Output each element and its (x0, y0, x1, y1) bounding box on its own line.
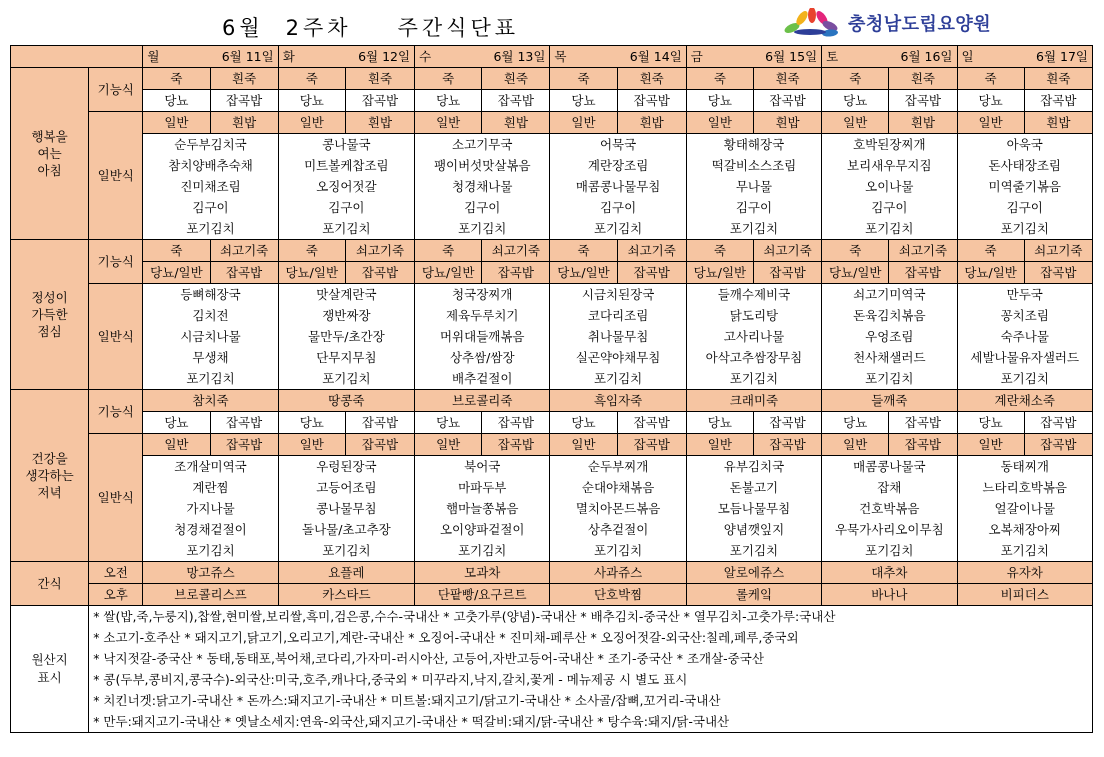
func-cell: 일반 (550, 112, 617, 134)
menu-item: 단무지무침 (278, 347, 414, 368)
func-cell: 죽 (415, 240, 482, 262)
func-cell: 흰밥 (1024, 112, 1092, 134)
menu-item: 고사리나물 (686, 326, 821, 347)
func-cell: 죽 (550, 68, 617, 90)
func-cell: 잡곡밥 (1024, 412, 1092, 434)
func-cell: 당뇨/일반 (686, 262, 753, 284)
snack-pm-label: 오후 (89, 584, 143, 606)
func-cell: 일반 (143, 434, 210, 456)
func-cell: 당뇨/일반 (550, 262, 617, 284)
snack-pm-cell: 단호박찜 (550, 584, 686, 606)
func-cell: 쇠고기죽 (889, 240, 957, 262)
menu-item: 돌나물/초고추장 (278, 519, 414, 540)
menu-item: 양념깻잎지 (686, 519, 821, 540)
page-title (222, 12, 541, 42)
menu-item: 소고기무국 (415, 134, 550, 156)
func-cell: 일반 (822, 434, 889, 456)
func-cell: 흰밥 (482, 112, 550, 134)
func-cell: 잡곡밥 (1024, 90, 1092, 112)
menu-item: 매콤콩나물국 (822, 456, 957, 478)
menu-item: 들깨수제비국 (686, 284, 821, 306)
func-cell: 죽 (278, 68, 345, 90)
menu-item: 김치전 (143, 305, 278, 326)
menu-item: 동태찌개 (957, 456, 1093, 478)
menu-item: 포기김치 (957, 540, 1093, 562)
func-cell: 흰밥 (753, 112, 821, 134)
menu-item: 북어국 (415, 456, 550, 478)
func-cell: 흰죽 (345, 68, 414, 90)
func-cell: 당뇨/일반 (822, 262, 889, 284)
func-cell: 잡곡밥 (345, 434, 414, 456)
func-cell: 당뇨 (278, 90, 345, 112)
func-cell: 일반 (415, 112, 482, 134)
weekly-menu-table (10, 45, 1093, 733)
menu-item: 계란찜 (143, 477, 278, 498)
menu-item: 포기김치 (686, 540, 821, 562)
func-cell: 당뇨/일반 (957, 262, 1024, 284)
day-name: 월 (147, 49, 160, 64)
snack-am-cell: 모과차 (415, 562, 550, 584)
menu-item: 오이양파겉절이 (415, 519, 550, 540)
func-cell: 잡곡밥 (889, 412, 957, 434)
menu-item: 콩나물무침 (278, 498, 414, 519)
menu-item: 시금치된장국 (550, 284, 686, 306)
menu-item: 배추겉절이 (415, 368, 550, 390)
func-cell: 당뇨 (957, 90, 1024, 112)
func-cell: 당뇨 (822, 90, 889, 112)
general-label: 일반식 (89, 284, 143, 390)
origin-line: * 콩(두부,콩비지,콩국수)-외국산:미국,호주,캐나다,중국외 * 미꾸라지,낙지,갈치,꽃게 - 메뉴제공 시 별도 표시 (89, 669, 1093, 690)
day-name: 수 (419, 49, 432, 64)
func-cell: 일반 (686, 434, 753, 456)
day-header (686, 46, 821, 68)
func-cell: 당뇨 (415, 412, 482, 434)
menu-item: 건호박볶음 (822, 498, 957, 519)
menu-item: 등뼈해장국 (143, 284, 278, 306)
day-name: 금 (690, 49, 703, 64)
menu-item: 포기김치 (822, 368, 957, 390)
menu-item: 돈사태장조림 (957, 155, 1093, 176)
menu-item: 포기김치 (957, 218, 1093, 240)
menu-item: 포기김치 (957, 368, 1093, 390)
func-cell: 흰죽 (617, 68, 686, 90)
menu-item: 물만두/초간장 (278, 326, 414, 347)
menu-item: 상추겉절이 (550, 519, 686, 540)
menu-item: 어묵국 (550, 134, 686, 156)
porridge-cell: 크래미죽 (686, 390, 821, 412)
menu-item: 김구이 (278, 197, 414, 218)
lunch-label: 정성이 가득한 점심 (11, 240, 89, 390)
menu-item: 돈육김치볶음 (822, 305, 957, 326)
menu-item: 만두국 (957, 284, 1093, 306)
func-cell: 잡곡밥 (1024, 434, 1092, 456)
menu-item: 포기김치 (686, 218, 821, 240)
func-cell: 흰죽 (210, 68, 278, 90)
func-cell: 죽 (822, 68, 889, 90)
snack-am-cell: 대추차 (822, 562, 957, 584)
func-cell: 당뇨 (686, 412, 753, 434)
func-cell: 죽 (550, 240, 617, 262)
func-cell: 잡곡밥 (345, 412, 414, 434)
general-label: 일반식 (89, 434, 143, 562)
menu-item: 김구이 (550, 197, 686, 218)
func-cell: 일반 (686, 112, 753, 134)
menu-item: 우렁된장국 (278, 456, 414, 478)
title-week: 2주차 (285, 16, 352, 40)
day-name: 화 (282, 49, 295, 64)
menu-item: 포기김치 (822, 540, 957, 562)
menu-item: 김구이 (822, 197, 957, 218)
menu-item: 오복채장아찌 (957, 519, 1093, 540)
func-cell: 당뇨 (550, 412, 617, 434)
menu-item: 황태해장국 (686, 134, 821, 156)
menu-item: 오이나물 (822, 176, 957, 197)
snack-am-label: 오전 (89, 562, 143, 584)
func-cell: 잡곡밥 (210, 412, 278, 434)
menu-item: 김구이 (957, 197, 1093, 218)
menu-item: 쟁반짜장 (278, 305, 414, 326)
func-cell: 잡곡밥 (617, 262, 686, 284)
porridge-cell: 계란채소죽 (957, 390, 1093, 412)
menu-item: 포기김치 (415, 218, 550, 240)
menu-item: 포기김치 (550, 368, 686, 390)
day-date: 6월 17일 (1036, 49, 1088, 64)
snack-pm-cell: 단팥빵/요구르트 (415, 584, 550, 606)
func-cell: 당뇨/일반 (278, 262, 345, 284)
menu-item: 머위대들깨볶음 (415, 326, 550, 347)
func-cell: 당뇨 (550, 90, 617, 112)
day-date: 6월 11일 (221, 49, 274, 64)
func-cell: 잡곡밥 (345, 90, 414, 112)
func-cell: 죽 (957, 68, 1024, 90)
func-cell: 잡곡밥 (753, 434, 821, 456)
func-cell: 쇠고기죽 (617, 240, 686, 262)
day-header (415, 46, 550, 68)
menu-item: 아욱국 (957, 134, 1093, 156)
menu-item: 느타리호박볶음 (957, 477, 1093, 498)
porridge-cell: 흑임자죽 (550, 390, 686, 412)
func-cell: 일반 (550, 434, 617, 456)
func-cell: 흰밥 (345, 112, 414, 134)
origin-label: 원산지 표시 (11, 606, 89, 733)
origin-line: * 낙지젓갈-중국산 * 동태,동태포,북어채,코다리,가자미-러시아산, 고등어,자반고등어-국내산 * 조기-중국산 * 조개살-중국산 (89, 648, 1093, 669)
day-header (957, 46, 1093, 68)
func-cell: 쇠고기죽 (210, 240, 278, 262)
func-cell: 잡곡밥 (617, 434, 686, 456)
porridge-cell: 땅콩죽 (278, 390, 414, 412)
func-cell: 당뇨 (822, 412, 889, 434)
func-cell: 쇠고기죽 (1024, 240, 1092, 262)
day-date: 6월 16일 (900, 49, 953, 64)
func-cell: 죽 (278, 240, 345, 262)
snack-pm-cell: 롤케잌 (686, 584, 821, 606)
dinner-label: 건강을 생각하는 저녁 (11, 390, 89, 562)
menu-item: 진미채조림 (143, 176, 278, 197)
func-cell: 당뇨 (957, 412, 1024, 434)
snack-pm-cell: 바나나 (822, 584, 957, 606)
day-header (143, 46, 278, 68)
menu-item: 미트볼케찹조림 (278, 155, 414, 176)
menu-item: 떡갈비소스조림 (686, 155, 821, 176)
func-cell: 당뇨 (143, 90, 210, 112)
origin-line: * 소고기-호주산 * 돼지고기,닭고기,오리고기,계란-국내산 * 오징어-국내산 * 진미채-페루산 * 오징어젓갈-외국산:칠레,페루,중국외 (89, 627, 1093, 648)
func-cell: 흰죽 (482, 68, 550, 90)
menu-item: 꽁치조림 (957, 305, 1093, 326)
menu-item: 우묵가사리오이무침 (822, 519, 957, 540)
menu-item: 오징어젓갈 (278, 176, 414, 197)
menu-item: 제육두루치기 (415, 305, 550, 326)
snack-pm-cell: 카스타드 (278, 584, 414, 606)
snack-pm-cell: 브로콜리스프 (143, 584, 278, 606)
menu-item: 청경채나물 (415, 176, 550, 197)
func-cell: 쇠고기죽 (753, 240, 821, 262)
day-name: 일 (961, 49, 974, 64)
menu-item: 김구이 (143, 197, 278, 218)
snack-am-cell: 사과쥬스 (550, 562, 686, 584)
menu-item: 조개살미역국 (143, 456, 278, 478)
func-cell: 일반 (957, 112, 1024, 134)
menu-item: 포기김치 (143, 368, 278, 390)
menu-item: 맛살계란국 (278, 284, 414, 306)
func-label: 기능식 (89, 240, 143, 284)
menu-item: 숙주나물 (957, 326, 1093, 347)
func-cell: 당뇨 (143, 412, 210, 434)
snack-am-cell: 유자차 (957, 562, 1093, 584)
func-cell: 쇠고기죽 (345, 240, 414, 262)
menu-item: 상추쌈/쌈장 (415, 347, 550, 368)
menu-item: 아삭고추쌈장무침 (686, 347, 821, 368)
menu-item: 세발나물유자샐러드 (957, 347, 1093, 368)
func-cell: 죽 (957, 240, 1024, 262)
func-cell: 일반 (822, 112, 889, 134)
day-date: 6월 13일 (493, 49, 546, 64)
menu-item: 포기김치 (550, 540, 686, 562)
corner-cell (11, 46, 143, 68)
porridge-cell: 브로콜리죽 (415, 390, 550, 412)
func-cell: 잡곡밥 (482, 262, 550, 284)
func-cell: 쇠고기죽 (482, 240, 550, 262)
func-cell: 죽 (686, 68, 753, 90)
day-date: 6월 12일 (358, 49, 411, 64)
menu-item: 콩나물국 (278, 134, 414, 156)
origin-line: * 쌀(밥,죽,누룽지),찹쌀,현미쌀,보리쌀,흑미,검은콩,수수-국내산 * 고춧가루(양념)-국내산 * 배추김치-중국산 * 열무김치-고춧가루:국내산 (89, 606, 1093, 628)
func-cell: 흰죽 (753, 68, 821, 90)
menu-item: 잡채 (822, 477, 957, 498)
func-cell: 일반 (143, 112, 210, 134)
menu-item: 미역줄기볶음 (957, 176, 1093, 197)
menu-item: 천사채샐러드 (822, 347, 957, 368)
func-cell: 흰죽 (889, 68, 957, 90)
day-header (822, 46, 957, 68)
func-label: 기능식 (89, 68, 143, 112)
func-cell: 잡곡밥 (210, 90, 278, 112)
func-cell: 죽 (686, 240, 753, 262)
menu-item: 포기김치 (143, 218, 278, 240)
func-cell: 잡곡밥 (210, 262, 278, 284)
menu-item: 순두부찌개 (550, 456, 686, 478)
func-cell: 당뇨 (278, 412, 345, 434)
snack-pm-cell: 비피더스 (957, 584, 1093, 606)
menu-item: 취나물무침 (550, 326, 686, 347)
func-cell: 당뇨/일반 (415, 262, 482, 284)
menu-item: 포기김치 (550, 218, 686, 240)
porridge-cell: 참치죽 (143, 390, 278, 412)
day-date: 6월 14일 (629, 49, 682, 64)
org-name: 충청남도립요양원 (848, 14, 992, 35)
func-cell: 잡곡밥 (889, 434, 957, 456)
func-cell: 죽 (143, 68, 210, 90)
snack-am-cell: 알로에쥬스 (686, 562, 821, 584)
func-cell: 잡곡밥 (617, 412, 686, 434)
menu-item: 호박된장찌개 (822, 134, 957, 156)
menu-item: 참치양배추숙채 (143, 155, 278, 176)
func-cell: 잡곡밥 (889, 262, 957, 284)
func-cell: 흰밥 (210, 112, 278, 134)
func-cell: 잡곡밥 (753, 412, 821, 434)
menu-item: 무나물 (686, 176, 821, 197)
origin-line: * 만두:돼지고기-국내산 * 옛날소세지:연육-외국산,돼지고기-국내산 * 떡갈비:돼지/닭-국내산 * 탕수육:돼지/닭-국내산 (89, 711, 1093, 733)
menu-item: 순대야채볶음 (550, 477, 686, 498)
menu-item: 포기김치 (278, 218, 414, 240)
func-cell: 당뇨/일반 (143, 262, 210, 284)
menu-item: 김구이 (415, 197, 550, 218)
day-name: 목 (554, 49, 567, 64)
func-cell: 잡곡밥 (210, 434, 278, 456)
menu-item: 청경채겉절이 (143, 519, 278, 540)
func-cell: 죽 (143, 240, 210, 262)
breakfast-label: 행복을 여는 아침 (11, 68, 89, 240)
menu-item: 닭도리탕 (686, 305, 821, 326)
menu-item: 계란장조림 (550, 155, 686, 176)
func-cell: 잡곡밥 (482, 90, 550, 112)
menu-item: 청국장찌개 (415, 284, 550, 306)
menu-item: 유부김치국 (686, 456, 821, 478)
menu-item: 포기김치 (822, 218, 957, 240)
func-cell: 잡곡밥 (753, 262, 821, 284)
day-header (278, 46, 414, 68)
menu-item: 포기김치 (278, 540, 414, 562)
menu-item: 포기김치 (686, 368, 821, 390)
menu-item: 모듬나물무침 (686, 498, 821, 519)
func-cell: 일반 (278, 112, 345, 134)
func-cell: 죽 (822, 240, 889, 262)
func-cell: 잡곡밥 (345, 262, 414, 284)
func-cell: 흰죽 (1024, 68, 1092, 90)
func-cell: 잡곡밥 (482, 434, 550, 456)
menu-item: 마파두부 (415, 477, 550, 498)
menu-item: 코다리조림 (550, 305, 686, 326)
func-cell: 흰밥 (889, 112, 957, 134)
general-label: 일반식 (89, 112, 143, 240)
menu-item: 멸치아몬드볶음 (550, 498, 686, 519)
menu-item: 무생채 (143, 347, 278, 368)
menu-item: 포기김치 (415, 540, 550, 562)
day-header (550, 46, 686, 68)
menu-item: 순두부김치국 (143, 134, 278, 156)
menu-item: 가지나물 (143, 498, 278, 519)
origin-line: * 치킨너겟:닭고기-국내산 * 돈까스:돼지고기-국내산 * 미트볼:돼지고기/닭고기-국내산 * 소사골/잡뼈,꼬거리-국내산 (89, 690, 1093, 711)
org-logo (780, 8, 991, 38)
title-month: 6월 (222, 16, 264, 40)
menu-item: 시금치나물 (143, 326, 278, 347)
func-label: 기능식 (89, 390, 143, 434)
menu-item: 포기김치 (278, 368, 414, 390)
day-date: 6월 15일 (765, 49, 818, 64)
menu-item: 매콤콩나물무침 (550, 176, 686, 197)
menu-item: 포기김치 (143, 540, 278, 562)
snack-label: 간식 (11, 562, 89, 606)
menu-item: 쇠고기미역국 (822, 284, 957, 306)
func-cell: 잡곡밥 (889, 90, 957, 112)
func-cell: 잡곡밥 (1024, 262, 1092, 284)
menu-item: 돈불고기 (686, 477, 821, 498)
porridge-cell: 들깨죽 (822, 390, 957, 412)
func-cell: 잡곡밥 (617, 90, 686, 112)
logo-flower-icon (780, 8, 842, 38)
func-cell: 흰밥 (617, 112, 686, 134)
title-main: 주간식단표 (397, 16, 520, 40)
func-cell: 당뇨 (415, 90, 482, 112)
menu-item: 고등어조림 (278, 477, 414, 498)
snack-am-cell: 망고쥬스 (143, 562, 278, 584)
func-cell: 잡곡밥 (482, 412, 550, 434)
day-name: 토 (826, 49, 839, 64)
func-cell: 죽 (415, 68, 482, 90)
func-cell: 당뇨 (686, 90, 753, 112)
snack-am-cell: 요플레 (278, 562, 414, 584)
menu-item: 햄마늘쫑볶음 (415, 498, 550, 519)
func-cell: 일반 (415, 434, 482, 456)
menu-item: 김구이 (686, 197, 821, 218)
menu-item: 보리새우무지짐 (822, 155, 957, 176)
menu-item: 팽이버섯맛살볶음 (415, 155, 550, 176)
menu-item: 실곤약야채무침 (550, 347, 686, 368)
func-cell: 일반 (278, 434, 345, 456)
menu-item: 우엉조림 (822, 326, 957, 347)
func-cell: 일반 (957, 434, 1024, 456)
menu-item: 얼갈이나물 (957, 498, 1093, 519)
func-cell: 잡곡밥 (753, 90, 821, 112)
